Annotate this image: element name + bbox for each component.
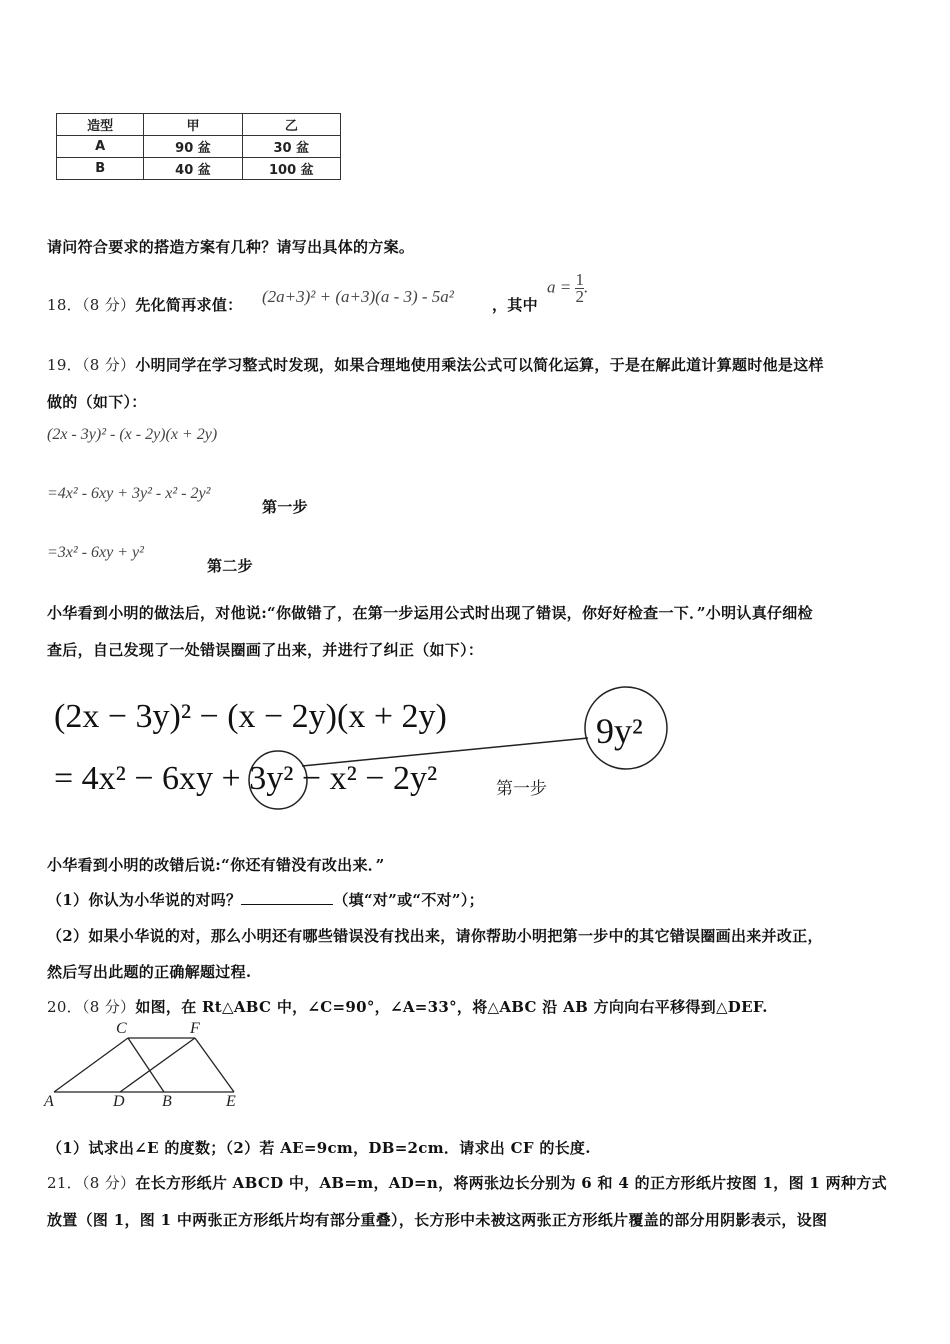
q20-number: 20． xyxy=(47,998,82,1016)
q21-line2: 放置（图 1，图 1 中两张正方形纸片均有部分重叠），长方形中未被这两张正方形纸片覆盖的部分用阴影表示，设图 xyxy=(47,1211,828,1229)
q18-text: 先化简再求值： xyxy=(135,296,243,314)
q21-line1 xyxy=(47,1172,887,1193)
label-C: C xyxy=(116,1020,127,1037)
q18-expression: (2a+3)² + (a+3)(a - 3) - 5a² xyxy=(262,287,454,306)
q21-number: 21． xyxy=(47,1174,82,1192)
table-header-cell: 甲 xyxy=(144,114,242,136)
fraction-denominator: 2 xyxy=(575,287,584,306)
segment-DF xyxy=(120,1038,195,1092)
q17-question: 请问符合要求的搭造方案有几种？请写出具体的方案。 xyxy=(47,238,415,256)
q18-condition-prefix: ，其中 xyxy=(492,296,538,314)
fig-line1: (2x − 3y)² − (x − 2y)(x + 2y) xyxy=(54,698,447,735)
table-header-cell: 造型 xyxy=(57,114,144,136)
table-row xyxy=(57,136,341,158)
triangle-figure xyxy=(40,1020,250,1115)
plant-table xyxy=(56,113,341,180)
q19-number: 19． xyxy=(47,356,82,374)
q19-expr1: =4x² - 6xy + 3y² - x² - 2y² xyxy=(47,485,211,502)
q19-line1 xyxy=(47,354,824,375)
q20-text: 如图，在 Rt△ABC 中，∠C=90°，∠A=33°，将△ABC 沿 AB 方向向右平移得到△DEF. xyxy=(135,998,768,1016)
label-E: E xyxy=(226,1093,236,1110)
label-B: B xyxy=(162,1093,172,1110)
q20-line xyxy=(47,996,768,1017)
q20-score: （8 分） xyxy=(82,998,136,1016)
q18-line xyxy=(47,294,242,315)
segment-AC xyxy=(54,1038,128,1092)
table-header-row xyxy=(57,114,341,136)
table-cell: 30 盆 xyxy=(242,136,340,158)
q18-end: . xyxy=(583,277,589,297)
q19-sub1 xyxy=(47,889,484,910)
q18-condition: a = $\frac{1}{2}$ . xyxy=(547,270,589,306)
q18-score: （8 分） xyxy=(82,296,136,314)
fig-line2: = 4x² − 6xy + 3y² − x² − 2y² xyxy=(54,760,438,797)
table-cell: A xyxy=(57,136,144,158)
table-row xyxy=(57,158,341,180)
q19-step2: 第二步 xyxy=(207,557,253,575)
q19-text: 小明同学在学习整式时发现，如果合理地使用乘法公式可以简化运算，于是在解此道计算题时他是这样 xyxy=(135,356,824,374)
q19-step1: 第一步 xyxy=(262,498,308,516)
segment-FE xyxy=(195,1038,234,1092)
q19-sub2-line1: （2）如果小华说的对，那么小明还有哪些错误没有找出来，请你帮助小明把第一步中的其它错误圈画出来并改正， xyxy=(47,927,823,945)
table-cell: 100 盆 xyxy=(242,158,340,180)
label-D: D xyxy=(113,1093,125,1110)
fig-step: 第一步 xyxy=(496,779,547,799)
correction-figure xyxy=(40,680,700,820)
q21-score: （8 分） xyxy=(82,1174,136,1192)
q19-sub1-hint: （填“对”或“不对”）； xyxy=(333,891,484,909)
table-cell: 40 盆 xyxy=(144,158,242,180)
q19-sub2-line2: 然后写出此题的正确解题过程. xyxy=(47,963,252,981)
q20-sub: （1）试求出∠E 的度数；（2）若 AE=9cm，DB=2cm．请求出 CF 的长度. xyxy=(47,1139,591,1157)
q19-sub1-text: （1）你认为小华说的对吗？ xyxy=(47,891,242,909)
q19-para2: 小华看到小明的改错后说:“你还有错没有改出来．” xyxy=(47,856,385,874)
triangle-diagram xyxy=(40,1020,250,1115)
table-header-cell: 乙 xyxy=(242,114,340,136)
q19-expr0: (2x - 3y)² - (x - 2y)(x + 2y) xyxy=(47,426,218,443)
q19-expr2: =3x² - 6xy + y² xyxy=(47,544,144,561)
fraction-numerator: 1 xyxy=(575,270,584,289)
label-F: F xyxy=(190,1020,200,1037)
label-A: A xyxy=(44,1093,54,1110)
fraction xyxy=(575,272,584,305)
q21-text: 在长方形纸片 ABCD 中，AB=m，AD=n，将两张边长分别为 6 和 4 的正方形纸片按图 1，图 1 两种方式 xyxy=(135,1174,887,1192)
answer-blank[interactable] xyxy=(241,890,333,905)
fig-correction: 9y² xyxy=(596,711,643,751)
table-cell: B xyxy=(57,158,144,180)
table-cell: 90 盆 xyxy=(144,136,242,158)
q18-number: 18． xyxy=(47,296,82,314)
q19-para1-line2: 查后，自己发现了一处错误圈画了出来，并进行了纠正（如下）： xyxy=(47,641,484,659)
q19-line2: 做的（如下）： xyxy=(47,393,147,411)
q19-score: （8 分） xyxy=(82,356,136,374)
q19-para1-line1: 小华看到小明的做法后，对他说:“你做错了，在第一步运用公式时出现了错误，你好好检查一下．”小明认真仔细检 xyxy=(47,604,813,622)
